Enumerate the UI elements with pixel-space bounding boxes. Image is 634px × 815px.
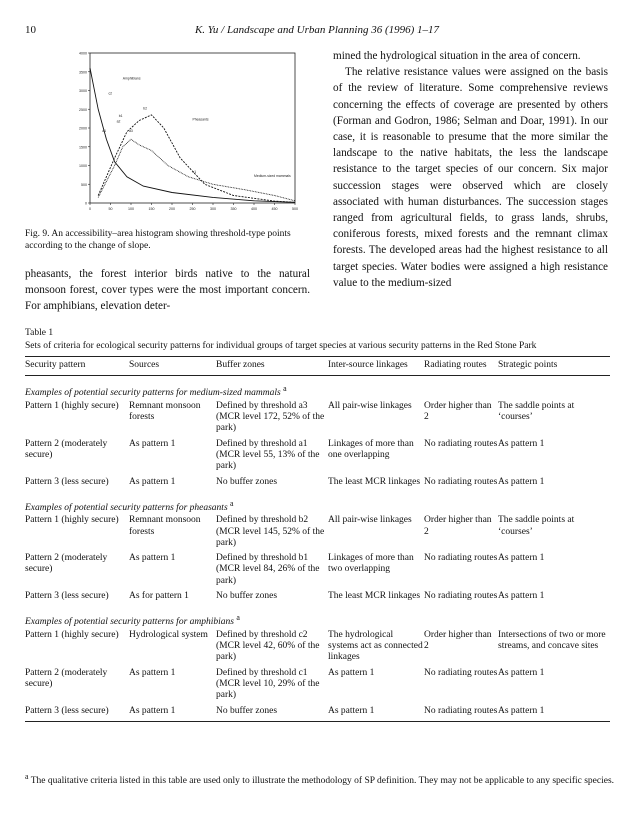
table-cell: The saddle points at ‘courses’ [498, 400, 575, 423]
table-cell: Pattern 2 (moderately secure) [25, 553, 108, 575]
series-label: a1 [102, 128, 107, 133]
table-cell: No radiating routes [424, 705, 498, 716]
y-tick-label: 3000 [79, 89, 87, 93]
table-section-row [25, 377, 610, 400]
y-tick-label: 500 [81, 182, 87, 187]
table-cell: Pattern 1 (highly secure) [25, 515, 119, 526]
table-row [25, 591, 610, 606]
table-cell: Defined by threshold c2 (MCR level 42, 60% of the park) [216, 629, 320, 663]
table-cell: Pattern 2 (moderately secure) [25, 667, 108, 689]
table-cell: No radiating routes [424, 591, 498, 602]
table-cell: As pattern 1 [498, 553, 545, 564]
table-cell: Linkages of more than two overlapping [328, 553, 414, 575]
series-label: c1 [192, 170, 197, 174]
section-title: Examples of potential security patterns for amphibians [25, 617, 237, 628]
table-cell: Pattern 2 (moderately secure) [25, 438, 108, 460]
series-label: c2 [108, 91, 113, 96]
table-cell: No radiating routes [424, 667, 498, 678]
table-row [25, 553, 610, 591]
table-cell: Remnant monsoon forests [129, 400, 201, 423]
table-cell: Defined by threshold a1 (MCR level 55, 13% of the park) [216, 438, 320, 472]
running-title: K. Yu / Landscape and Urban Planning 36 (1996) 1–17 [194, 24, 440, 36]
table-cell: Remnant monsoon forests [129, 515, 201, 537]
footnote-marker: a [236, 613, 240, 623]
paragraph: mined the hydrological situation in the area of concern. [333, 50, 581, 62]
footnote-text: The qualitative criteria listed in this table are used only to illustrate the methodology of SP definition. They may not be applicable to any specific species. [30, 776, 615, 787]
figure-caption [25, 228, 310, 252]
page-number: 10 [25, 24, 36, 36]
y-tick-label: 3500 [79, 70, 87, 75]
table-cell: No buffer zones [216, 476, 278, 487]
table-row [25, 401, 610, 439]
table-cell: As pattern 1 [328, 667, 375, 678]
y-tick-label: 4000 [79, 51, 87, 56]
series-label: Amphibians [122, 76, 141, 81]
series-label: a3 [128, 128, 133, 133]
table-cell: Order higher than 2 [424, 629, 492, 652]
table-section-row [25, 492, 610, 515]
table-cell: As pattern 1 [498, 705, 545, 716]
y-tick-label: 2500 [79, 107, 87, 112]
series-label: Pheasants [192, 117, 209, 122]
table-row [25, 515, 610, 553]
accessibility-area-histogram [60, 47, 300, 222]
table-caption: Sets of criteria for ecological security patterns for individual groups of target species at various security patterns in the Red Stone Park [25, 341, 537, 351]
table-cell: Pattern 3 (less secure) [25, 476, 109, 487]
right-body-text [333, 48, 608, 291]
footnote-marker: a [283, 384, 287, 394]
table-title: Table 1 [25, 328, 54, 338]
table-cell: No buffer zones [216, 591, 278, 602]
x-tick-label: 300 [210, 207, 216, 211]
table-cell: No radiating routes [424, 476, 498, 487]
series-line [90, 68, 295, 202]
footnote-marker: a [230, 498, 234, 508]
table-cell: All pair-wise linkages [328, 515, 412, 526]
x-tick-label: 250 [189, 207, 196, 211]
table-row [25, 630, 610, 668]
table-top-rule [25, 356, 610, 357]
column-header: Radiating routes [424, 360, 487, 370]
table-cell: As pattern 1 [129, 438, 176, 449]
table-cell: As pattern 1 [498, 667, 545, 678]
series-label: b2 [143, 106, 148, 111]
table-header-row [25, 360, 610, 376]
x-tick-label: 400 [251, 207, 257, 211]
table-cell: As pattern 1 [129, 705, 176, 716]
x-tick-label: 500 [292, 207, 298, 211]
x-tick-label: 150 [148, 207, 155, 211]
table-cell: As pattern 1 [498, 476, 545, 487]
figure-caption-text: An accessibility–area histogram showing threshold-type points according to the change of slope. [25, 229, 291, 251]
table-section-row [25, 606, 610, 629]
section-title: Examples of potential security patterns for pheasants [25, 502, 231, 513]
column-header: Inter-source linkages [328, 360, 408, 370]
y-tick-label: 2000 [79, 126, 87, 131]
table-cell: Order higher than 2 [424, 400, 492, 423]
series-label: Medium-sized mammals [254, 173, 291, 178]
table-cell: The hydrological systems act as connected linkages [328, 629, 423, 663]
table-footnote [25, 771, 615, 787]
series-label: a2 [116, 119, 121, 124]
x-tick-label: 0 [89, 207, 91, 211]
table-cell: Intersections of two or more streams, and concave sites [498, 629, 606, 652]
table-cell: No radiating routes [424, 553, 498, 564]
table-cell: No radiating routes [424, 438, 498, 449]
table-cell: Defined by threshold b1 (MCR level 84, 26% of the park) [216, 553, 320, 586]
table-cell: Pattern 1 (highly secure) [25, 400, 119, 411]
table-cell: Linkages of more than one overlapping [328, 438, 414, 460]
y-tick-label: 0 [85, 201, 87, 206]
table-cell: As pattern 1 [129, 476, 176, 487]
table-cell: Pattern 1 (highly secure) [25, 629, 119, 640]
table-cell: As pattern 1 [129, 553, 176, 564]
x-tick-label: 200 [169, 207, 175, 211]
table-row [25, 477, 610, 492]
column-header: Buffer zones [216, 360, 265, 370]
table-cell: Hydrological system [129, 629, 208, 640]
table-row [25, 439, 610, 477]
x-tick-label: 450 [271, 207, 278, 211]
left-body-text: pheasants, the forest interior birds native to the natural monsoon forest, cover types were the most important concern. For amphibians, elevation deter- [25, 268, 310, 312]
table-cell: As pattern 1 [498, 591, 545, 602]
x-tick-label: 350 [230, 207, 237, 211]
table-cell: Order higher than 2 [424, 515, 492, 537]
x-tick-label: 50 [108, 207, 113, 211]
plot-frame [90, 53, 295, 203]
section-title: Examples of potential security patterns for medium-sized mammals [25, 388, 284, 399]
figure-caption-label: Fig. 9. [25, 229, 50, 239]
paragraph: The relative resistance values were assigned on the basis of the review of literature. Some comprehensive reviews concerning the effects of coverage are presented by others (Forman and Godron, 1986; Selman and Doar, 1991). In our case, it is reasonable to presume that the more similar the landscape to the native habitats, the less the landscape resistance to the target species of our concern. Six major succession stages were observed which are closely associated with human disturbances. The succession stages ranged from agricultural fields, to grass lands, shrubs, coniferous forests, mixed forests and the remnant climax forests. The developed areas had the highest resistance to all target species. Water bodies were assigned a high resistance value to the medium-sized [333, 66, 608, 289]
footnote-marker: a [25, 772, 29, 781]
table-bottom-rule [25, 721, 610, 723]
column-header: Security pattern [25, 360, 86, 370]
table-cell: As pattern 1 [328, 705, 375, 716]
table-cell: Pattern 3 (less secure) [25, 705, 109, 716]
table-cell: Defined by threshold a3 (MCR level 172, 52% of the park) [216, 400, 325, 434]
series-label: b1 [118, 113, 123, 118]
column-header: Strategic points [498, 360, 558, 370]
table-cell: Pattern 3 (less secure) [25, 591, 109, 602]
table-cell: No buffer zones [216, 705, 278, 716]
column-header: Sources [129, 360, 160, 370]
table-row [25, 706, 610, 722]
series-line [98, 115, 295, 202]
table-cell: The least MCR linkages [328, 476, 421, 487]
table-cell: All pair-wise linkages [328, 400, 412, 411]
table-cell: Defined by threshold b2 (MCR level 145, 52% of the park) [216, 515, 325, 548]
table-cell: The least MCR linkages [328, 591, 421, 602]
table-cell: As pattern 1 [498, 438, 545, 449]
table-cell: Defined by threshold c1 (MCR level 10, 29% of the park) [216, 667, 320, 701]
security-pattern-table [25, 360, 610, 723]
table-cell: The saddle points at ‘courses’ [498, 515, 575, 537]
series-line [98, 139, 295, 201]
table-row [25, 668, 610, 706]
x-tick-label: 100 [128, 207, 134, 211]
y-tick-label: 1000 [79, 164, 87, 168]
y-tick-label: 1500 [79, 145, 87, 150]
table-cell: As pattern 1 [129, 667, 176, 678]
table-cell: As for pattern 1 [129, 591, 189, 602]
